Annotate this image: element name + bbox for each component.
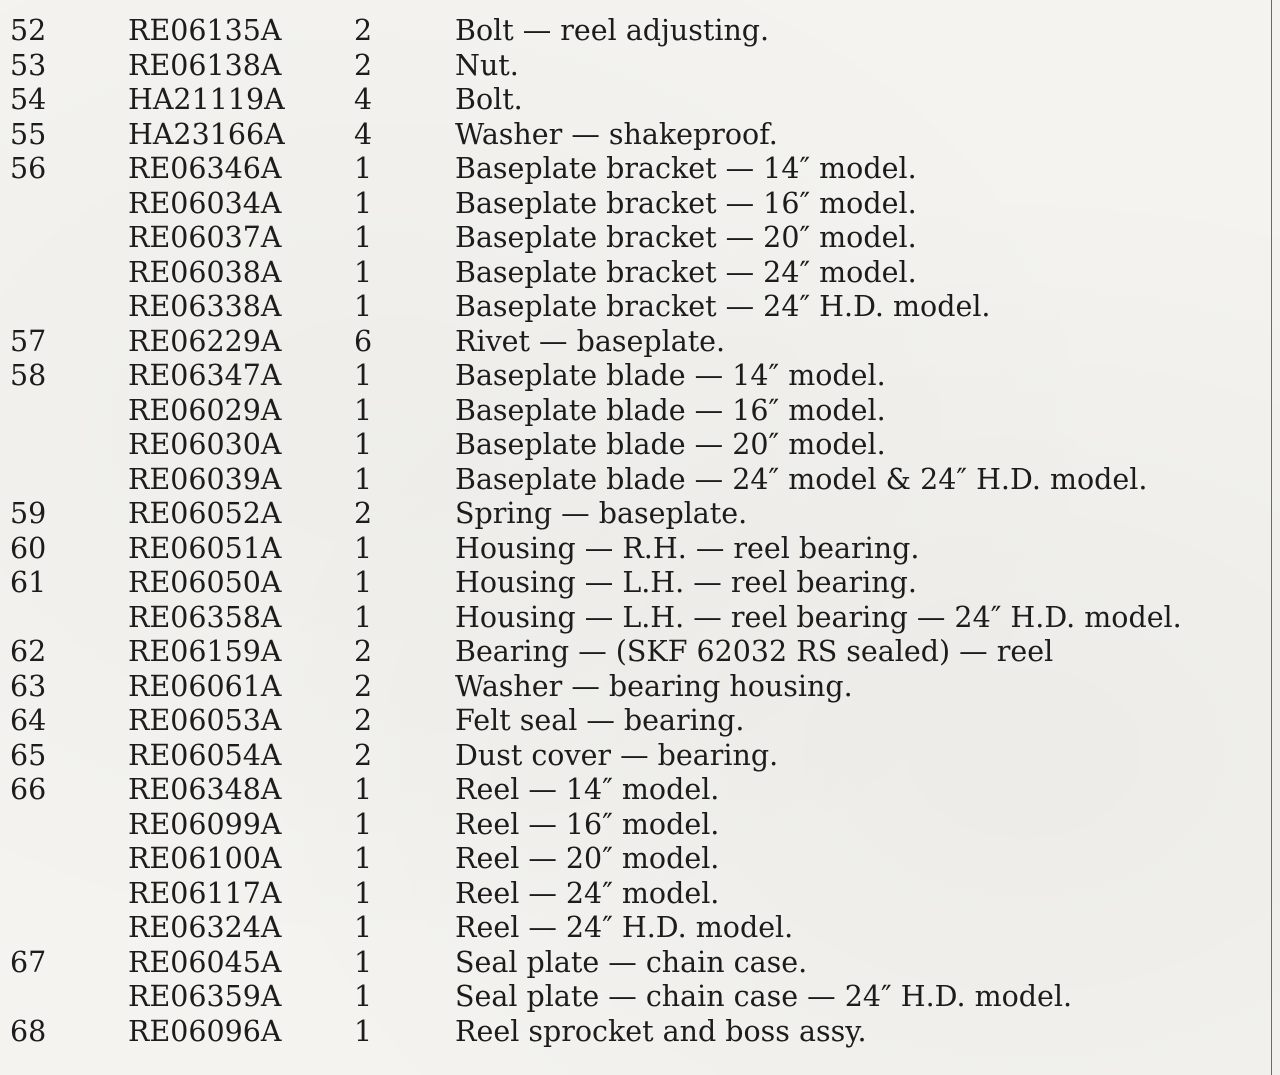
- quantity: 1: [354, 1014, 373, 1048]
- part-number: RE06100A: [128, 842, 282, 875]
- list-item: [0, 739, 1272, 774]
- ref-number: 68: [10, 1014, 47, 1048]
- quantity: 1: [354, 531, 373, 565]
- list-item: [0, 187, 1272, 222]
- quantity: 1: [354, 359, 373, 392]
- description: Baseplate bracket — 20″ model.: [455, 221, 917, 254]
- ref-number: 64: [10, 704, 47, 737]
- list-item: [0, 1015, 1272, 1050]
- ref-number: 55: [10, 117, 47, 151]
- quantity: 1: [354, 807, 373, 841]
- part-number: RE06346A: [128, 152, 282, 185]
- list-item: [0, 428, 1272, 463]
- list-item: [0, 325, 1272, 360]
- description: Reel — 14″ model.: [455, 773, 720, 806]
- list-item: [0, 635, 1272, 670]
- list-item: [0, 221, 1272, 256]
- ref-number: 56: [10, 152, 47, 185]
- quantity: 1: [354, 842, 373, 875]
- description: Bearing — (SKF 62032 RS sealed) — reel: [455, 635, 1054, 668]
- part-number: RE06029A: [128, 393, 282, 427]
- ref-number: 65: [10, 738, 47, 772]
- description: Nut.: [455, 48, 519, 82]
- description: Washer — shakeproof.: [455, 117, 778, 151]
- list-item: [0, 463, 1272, 498]
- list-item: [0, 152, 1272, 187]
- list-item: [0, 773, 1272, 808]
- part-number: RE06096A: [128, 1014, 282, 1048]
- part-number: RE06338A: [128, 290, 282, 323]
- part-number: RE06051A: [128, 531, 282, 565]
- description: Baseplate blade — 20″ model.: [455, 428, 886, 461]
- description: Housing — L.H. — reel bearing.: [455, 566, 917, 599]
- list-item: [0, 704, 1272, 739]
- description: Reel — 24″ H.D. model.: [455, 911, 794, 944]
- part-number: RE06159A: [128, 635, 282, 668]
- ref-number: 67: [10, 945, 47, 979]
- parts-list: [0, 14, 1272, 1049]
- description: Housing — R.H. — reel bearing.: [455, 531, 920, 565]
- list-item: [0, 118, 1272, 153]
- ref-number: 60: [10, 531, 47, 565]
- description: Baseplate bracket — 16″ model.: [455, 186, 917, 220]
- ref-number: 52: [10, 14, 47, 47]
- list-item: [0, 532, 1272, 567]
- quantity: 2: [354, 738, 373, 772]
- part-number: RE06138A: [128, 48, 282, 82]
- part-number: RE06030A: [128, 428, 282, 461]
- part-number: RE06324A: [128, 911, 282, 944]
- list-item: [0, 911, 1272, 946]
- list-item: [0, 842, 1272, 877]
- part-number: HA21119A: [128, 83, 285, 116]
- quantity: 6: [354, 324, 373, 358]
- ref-number: 62: [10, 635, 47, 668]
- description: Baseplate bracket — 24″ model.: [455, 255, 917, 289]
- quantity: 4: [354, 117, 373, 151]
- quantity: 1: [354, 945, 373, 979]
- part-number: RE06135A: [128, 14, 282, 47]
- description: Washer — bearing housing.: [455, 669, 853, 703]
- part-number: RE06050A: [128, 566, 282, 599]
- description: Dust cover — bearing.: [455, 738, 779, 772]
- part-number: RE06117A: [128, 876, 282, 910]
- ref-number: 63: [10, 669, 47, 703]
- quantity: 1: [354, 462, 373, 496]
- list-item: [0, 566, 1272, 601]
- quantity: 2: [354, 669, 373, 703]
- quantity: 4: [354, 83, 373, 116]
- description: Housing — L.H. — reel bearing — 24″ H.D. model.: [455, 600, 1182, 634]
- ref-number: 54: [10, 83, 47, 116]
- list-item: [0, 256, 1272, 291]
- list-item: [0, 601, 1272, 636]
- part-number: RE06052A: [128, 497, 282, 530]
- quantity: 2: [354, 635, 373, 668]
- list-item: [0, 290, 1272, 325]
- quantity: 1: [354, 290, 373, 323]
- description: Baseplate blade — 16″ model.: [455, 393, 886, 427]
- quantity: 1: [354, 566, 373, 599]
- ref-number: 57: [10, 324, 47, 358]
- list-item: [0, 394, 1272, 429]
- description: Felt seal — bearing.: [455, 704, 745, 737]
- part-number: RE06358A: [128, 600, 282, 634]
- list-item: [0, 980, 1272, 1015]
- description: Seal plate — chain case.: [455, 945, 808, 979]
- list-item: [0, 83, 1272, 118]
- description: Reel — 20″ model.: [455, 842, 720, 875]
- quantity: 2: [354, 48, 373, 82]
- list-item: [0, 877, 1272, 912]
- part-number: RE06039A: [128, 462, 282, 496]
- part-number: RE06034A: [128, 186, 282, 220]
- quantity: 2: [354, 497, 373, 530]
- description: Reel — 24″ model.: [455, 876, 720, 910]
- part-number: RE06045A: [128, 945, 282, 979]
- list-item: [0, 359, 1272, 394]
- quantity: 1: [354, 980, 373, 1013]
- quantity: 1: [354, 600, 373, 634]
- description: Baseplate bracket — 14″ model.: [455, 152, 917, 185]
- list-item: [0, 808, 1272, 843]
- ref-number: 58: [10, 359, 47, 392]
- part-number: RE06347A: [128, 359, 282, 392]
- list-item: [0, 946, 1272, 981]
- part-number: HA23166A: [128, 117, 285, 151]
- description: Spring — baseplate.: [455, 497, 748, 530]
- description: Bolt — reel adjusting.: [455, 14, 770, 47]
- quantity: 1: [354, 876, 373, 910]
- quantity: 1: [354, 221, 373, 254]
- description: Rivet — baseplate.: [455, 324, 726, 358]
- list-item: [0, 670, 1272, 705]
- description: Baseplate blade — 14″ model.: [455, 359, 886, 392]
- part-number: RE06229A: [128, 324, 282, 358]
- part-number: RE06061A: [128, 669, 282, 703]
- list-item: [0, 14, 1272, 49]
- ref-number: 66: [10, 773, 47, 806]
- list-item: [0, 49, 1272, 84]
- part-number: RE06348A: [128, 773, 282, 806]
- quantity: 2: [354, 14, 373, 47]
- description: Reel sprocket and boss assy.: [455, 1014, 867, 1048]
- description: Seal plate — chain case — 24″ H.D. model.: [455, 980, 1073, 1013]
- part-number: RE06099A: [128, 807, 282, 841]
- quantity: 1: [354, 186, 373, 220]
- description: Baseplate blade — 24″ model & 24″ H.D. model.: [455, 462, 1148, 496]
- quantity: 1: [354, 428, 373, 461]
- ref-number: 59: [10, 497, 47, 530]
- ref-number: 61: [10, 566, 47, 599]
- part-number: RE06359A: [128, 980, 282, 1013]
- description: Baseplate bracket — 24″ H.D. model.: [455, 290, 991, 323]
- part-number: RE06053A: [128, 704, 282, 737]
- quantity: 1: [354, 152, 373, 185]
- quantity: 2: [354, 704, 373, 737]
- part-number: RE06038A: [128, 255, 282, 289]
- description: Reel — 16″ model.: [455, 807, 720, 841]
- quantity: 1: [354, 911, 373, 944]
- quantity: 1: [354, 255, 373, 289]
- part-number: RE06054A: [128, 738, 282, 772]
- part-number: RE06037A: [128, 221, 282, 254]
- description: Bolt.: [455, 83, 523, 116]
- quantity: 1: [354, 393, 373, 427]
- list-item: [0, 497, 1272, 532]
- quantity: 1: [354, 773, 373, 806]
- ref-number: 53: [10, 48, 47, 82]
